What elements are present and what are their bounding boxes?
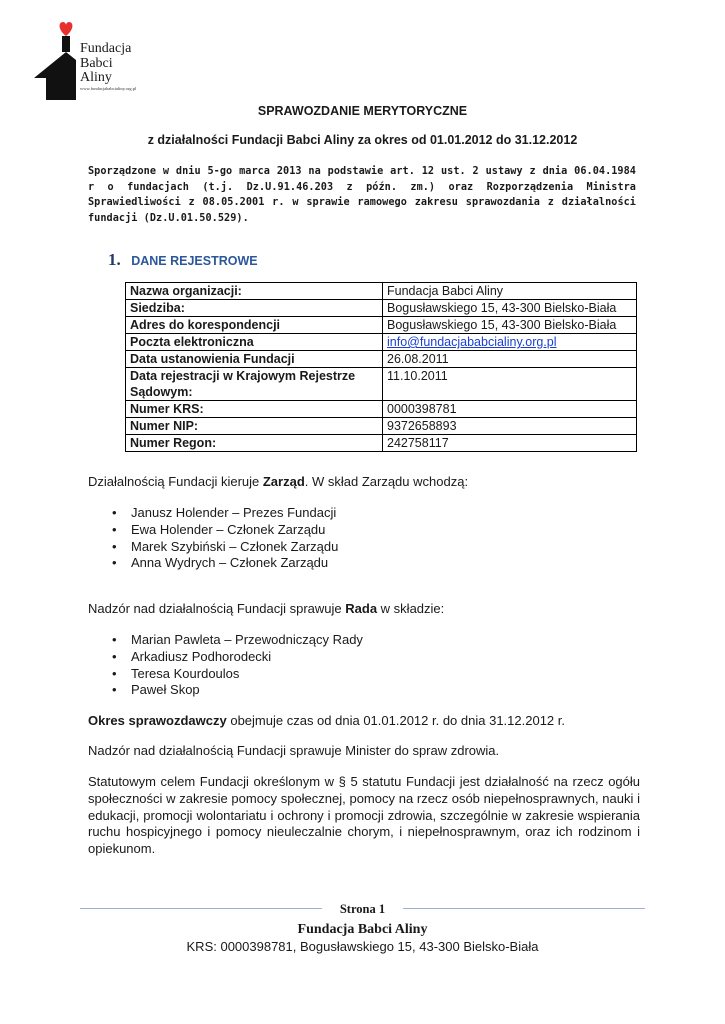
section-number: 1. [108,250,121,269]
registry-table [125,282,637,452]
list-item: • Anna Wydrych – Członek Zarządu [112,555,338,572]
section-heading [108,250,258,270]
registry-label: Data rejestracji w Krajowym Rejestrze Sądowym: [126,368,383,401]
logo-url: www.fundacjababcialiny.org.pl [80,86,137,91]
registry-label: Nazwa organizacji: [126,283,383,300]
registry-label: Siedziba: [126,300,383,317]
statutory-goal-paragraph: Statutowym celem Fundacji określonym w § 5 statutu Fundacji jest działalność na rzecz ogółu społeczności w zakresie pomocy społecznej, pomocy na rzecz osób niepełnosprawnych, nauki i edukacji, promocji wolontariatu i ochrony i promocji zdrowia, szczególnie w zakresie wspierania ruchu hospicyjnego i pomocy nieuleczalnie chorym, i niepełnosprawnym, oraz ich rodzinom i opiekunom. [88,774,640,857]
council-members-list [112,632,363,699]
registry-value: 11.10.2011 [383,368,637,401]
table-row [126,317,637,334]
heart-icon [60,22,73,36]
page-number: Strona 1 [339,902,386,916]
list-item: • Teresa Kourdoulos [112,666,363,683]
registry-value: Bogusławskiego 15, 43-300 Bielsko-Biała [383,317,637,334]
table-row [126,418,637,435]
registry-value: 242758117 [383,435,637,452]
table-row [126,351,637,368]
document-title: SPRAWOZDANIE MERYTORYCZNE [257,104,468,118]
registry-value [383,334,637,351]
logo-wordmark: Fundacja Babci Aliny [80,41,132,85]
registry-label: Numer NIP: [126,418,383,435]
council-intro: Nadzór nad działalnością Fundacji sprawuje Rada w składzie: [88,601,445,616]
section-title: DANE REJESTROWE [131,254,258,268]
supervision-paragraph: Nadzór nad działalnością Fundacji sprawuje Minister do spraw zdrowia. [88,743,500,758]
table-row [126,401,637,418]
registry-value: 0000398781 [383,401,637,418]
board-intro: Działalnością Fundacji kieruje Zarząd. W skład Zarządu wchodzą: [88,474,469,489]
registry-label: Poczta elektroniczna [126,334,383,351]
registry-label: Adres do korespondencji [126,317,383,334]
table-row [126,283,637,300]
list-item: • Janusz Holender – Prezes Fundacji [112,505,338,522]
board-members-list [112,505,338,572]
registry-value: Bogusławskiego 15, 43-300 Bielsko-Biała [383,300,637,317]
registry-label: Data ustanowienia Fundacji [126,351,383,368]
registry-value: Fundacja Babci Aliny [383,283,637,300]
registry-value: 9372658893 [383,418,637,435]
list-item: • Arkadiusz Podhorodecki [112,649,363,666]
legal-basis-paragraph: Sporządzone w dniu 5-go marca 2013 na podstawie art. 12 ust. 2 ustawy z dnia 06.04.1984 r o fundacjach (t.j. Dz.U.91.46.203 z późn. zm.) oraz Rozporządzenia Ministra Sprawiedliwości z 08.05.2001 r. w sprawie ramowego zakresu sprawozdania z działalności fundacji (Dz.U.01.50.529). [88,166,636,224]
list-item: • Ewa Holender – Członek Zarządu [112,522,338,539]
list-item: • Marek Szybiński – Członek Zarządu [112,539,338,556]
email-link[interactable]: info@fundacjababcialiny.org.pl [387,335,557,349]
footer-address: KRS: 0000398781, Bogusławskiego 15, 43-300 Bielsko-Biała [186,939,539,954]
list-item: • Paweł Skop [112,682,363,699]
list-item: • Marian Pawleta – Przewodniczący Rady [112,632,363,649]
house-icon [34,52,76,100]
registry-label: Numer Regon: [126,435,383,452]
document-subtitle: z działalności Fundacji Babci Aliny za okres od 01.01.2012 do 31.12.2012 [147,133,578,147]
table-row [126,435,637,452]
table-row [126,368,637,401]
registry-label: Numer KRS: [126,401,383,418]
footer-organization: Fundacja Babci Aliny [297,922,428,937]
table-row [126,334,637,351]
table-row [126,300,637,317]
registry-value: 26.08.2011 [383,351,637,368]
reporting-period: Okres sprawozdawczy obejmuje czas od dnia 01.01.2012 r. do dnia 31.12.2012 r. [88,713,565,728]
